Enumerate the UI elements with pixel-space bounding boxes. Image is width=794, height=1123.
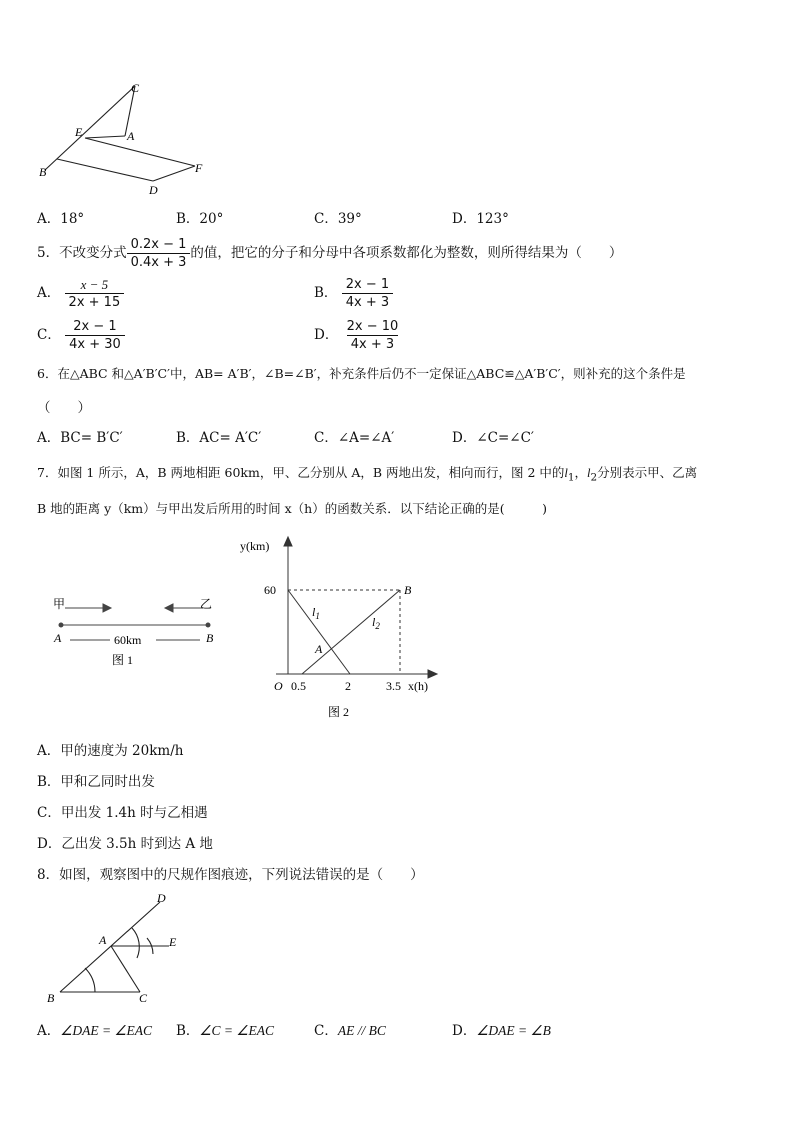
fig2-ylabel: y(km) (240, 539, 270, 553)
fig1-b: B (206, 631, 214, 645)
q7-option-d[interactable]: D．乙出发 3.5h 时到达 A 地 (37, 836, 213, 852)
fig2-y60: 60 (264, 583, 276, 597)
q8-option-a[interactable]: A．∠DAE = ∠EAC (37, 1023, 153, 1039)
q8-option-b[interactable]: B．∠C = ∠EAC (176, 1023, 274, 1039)
q7-option-b[interactable]: B．甲和乙同时出发 (37, 774, 155, 790)
q5-option-a[interactable]: A． $\frac{x - 5}{2x + 15}$ (37, 276, 124, 311)
fig-label-a: A (127, 129, 135, 143)
q4-option-a[interactable]: A．18° (37, 211, 85, 227)
q6-stem-line2: （ ） (37, 400, 91, 416)
q7-stem-line2: B 地的距离 y（km）与甲出发后所用的时间 x（h）的函数关系．以下结论正确的是( ) (37, 501, 547, 516)
fig2-x05: 0.5 (291, 679, 306, 693)
q5-stem: 5．不改变分式 $\frac{0.2x - 1}{0.4x + 3}$ 的值，把它的分子和分母中各项系数都化为整数，则所得结果为（ ） (37, 237, 623, 270)
fig2-x2: 2 (345, 679, 351, 693)
fig-label-b: B (39, 165, 47, 179)
q6-option-a[interactable]: A．BC= B′C′ (37, 430, 123, 446)
q4-option-b[interactable]: B．20° (176, 211, 224, 227)
fig8-label-c: C (139, 991, 148, 1005)
fig1-jia: 甲 (53, 597, 66, 611)
q7-figure-2 (236, 532, 451, 724)
fig-label-e: E (75, 125, 83, 139)
fig8-label-e: E (169, 935, 177, 949)
fig2-point-b: B (404, 583, 412, 597)
q7-option-a[interactable]: A．甲的速度为 20km/h (37, 743, 184, 759)
q8-option-d[interactable]: D．∠DAE = ∠B (452, 1023, 551, 1039)
fig-label-d: D (149, 183, 158, 197)
q8-option-c[interactable]: C．AE // BC (314, 1023, 386, 1039)
q6-option-c[interactable]: C．∠A=∠A′ (314, 430, 395, 446)
fig2-point-a: A (315, 642, 323, 656)
fig2-x35: 3.5 (386, 679, 401, 693)
fig8-label-d: D (157, 891, 166, 905)
q7-figure-1 (48, 590, 228, 670)
fig2-caption: 图 2 (328, 705, 350, 719)
q6-option-b[interactable]: B．AC= A′C′ (176, 430, 262, 446)
fig2-xlabel: x(h) (408, 679, 428, 693)
fig1-a: A (54, 631, 62, 645)
fig2-l2: $l_2$ (372, 615, 380, 631)
fig1-distance: 60km (114, 633, 142, 647)
q8-figure (35, 888, 205, 1010)
q5-option-b[interactable]: B． $\frac{2x - 1}{4x + 3}$ (314, 276, 393, 311)
q7-option-c[interactable]: C．甲出发 1.4h 时与乙相遇 (37, 805, 208, 821)
fig-label-c: C (131, 81, 140, 95)
fig1-caption: 图 1 (112, 653, 134, 667)
q4-option-c[interactable]: C．39° (314, 211, 362, 227)
q4-figure (35, 78, 215, 198)
fig2-origin: O (274, 679, 283, 693)
q5-fraction: $\frac{0.2x - 1}{0.4x + 3}$ (127, 236, 191, 271)
fig2-l1: $l_1$ (312, 605, 320, 621)
q6-option-d[interactable]: D．∠C=∠C′ (452, 430, 534, 446)
fig8-label-a: A (99, 933, 107, 947)
q8-stem: 8．如图，观察图中的尺规作图痕迹，下列说法错误的是（ ） (37, 867, 424, 883)
fig1-yi: 乙 (200, 597, 213, 611)
fig-label-f: F (195, 161, 203, 175)
q5-option-c[interactable]: C． $\frac{2x - 1}{4x + 30}$ (37, 318, 125, 353)
q6-stem-line1: 6．在△ABC 和△A′B′C′中，AB= A′B′，∠B=∠B′，补充条件后仍不一定保证△ABC≌△A′B′C′，则补充的这个条件是 (37, 366, 686, 381)
fig8-label-b: B (47, 991, 55, 1005)
q7-stem-line1: 7．如图 1 所示，A，B 两地相距 60km，甲、乙分别从 A，B 两地出发，相向而行，图 2 中的$l_1$，$l_2$分别表示甲、乙离 (37, 465, 698, 484)
q5-option-d[interactable]: D． $\frac{2x - 10}{4x + 3}$ (314, 319, 399, 352)
q4-option-d[interactable]: D．123° (452, 211, 509, 227)
